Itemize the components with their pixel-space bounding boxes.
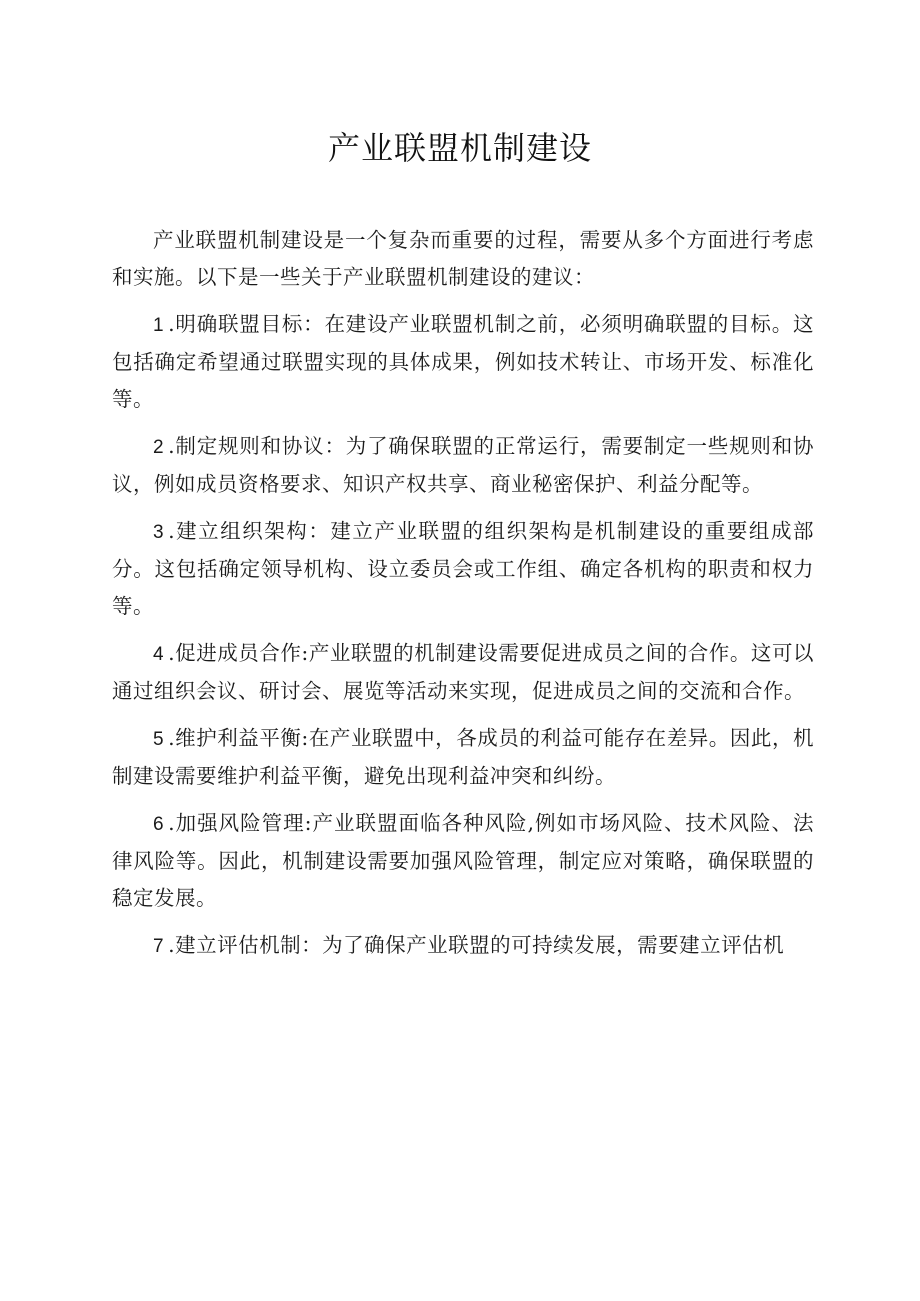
item-text: .建立评估机制：为了确保产业联盟的可持续发展，需要建立评估机 xyxy=(168,933,785,957)
list-item-2 xyxy=(112,428,814,503)
list-item-6 xyxy=(112,805,814,917)
item-number: 5 xyxy=(153,729,165,750)
item-number: 3 xyxy=(153,522,165,543)
item-number: 6 xyxy=(153,814,165,835)
document-title: 产业联盟机制建设 xyxy=(327,129,592,167)
list-item-4 xyxy=(112,635,814,710)
list-item-5 xyxy=(112,720,814,795)
item-text: .加强风险管理:产业联盟面临各种风险,例如市场风险、技术风险、法律风险等。因此，机制建设需要加强风险管理，制定应对策略，确保联盟的稳定发展。 xyxy=(112,811,814,910)
item-text: .制定规则和协议：为了确保联盟的正常运行，需要制定一些规则和协议，例如成员资格要求、知识产权共享、商业秘密保护、利益分配等。 xyxy=(112,434,814,496)
intro-paragraph: 产业联盟机制建设是一个复杂而重要的过程，需要从多个方面进行考虑和实施。以下是一些关于产业联盟机制建设的建议： xyxy=(112,228,814,289)
item-number: 2 xyxy=(153,437,165,458)
item-number: 7 xyxy=(153,936,165,957)
list-item-3 xyxy=(112,513,814,625)
item-text: .促进成员合作:产业联盟的机制建设需要促进成员之间的合作。这可以通过组织会议、研讨会、展览等活动来实现，促进成员之间的交流和合作。 xyxy=(112,641,814,703)
list-item-7 xyxy=(112,927,814,965)
item-number: 1 xyxy=(153,315,165,336)
item-number: 4 xyxy=(153,644,165,665)
item-text: .维护利益平衡:在产业联盟中，各成员的利益可能存在差异。因此，机制建设需要维护利益平衡，避免出现利益冲突和纠纷。 xyxy=(112,726,814,788)
list-item-1 xyxy=(112,306,814,418)
item-text: .建立组织架构：建立产业联盟的组织架构是机制建设的重要组成部分。这包括确定领导机构、设立委员会或工作组、确定各机构的职责和权力等。 xyxy=(112,519,814,618)
item-text: .明确联盟目标：在建设产业联盟机制之前，必须明确联盟的目标。这包括确定希望通过联盟实现的具体成果，例如技术转让、市场开发、标准化等。 xyxy=(112,312,814,411)
document-body xyxy=(112,222,814,975)
